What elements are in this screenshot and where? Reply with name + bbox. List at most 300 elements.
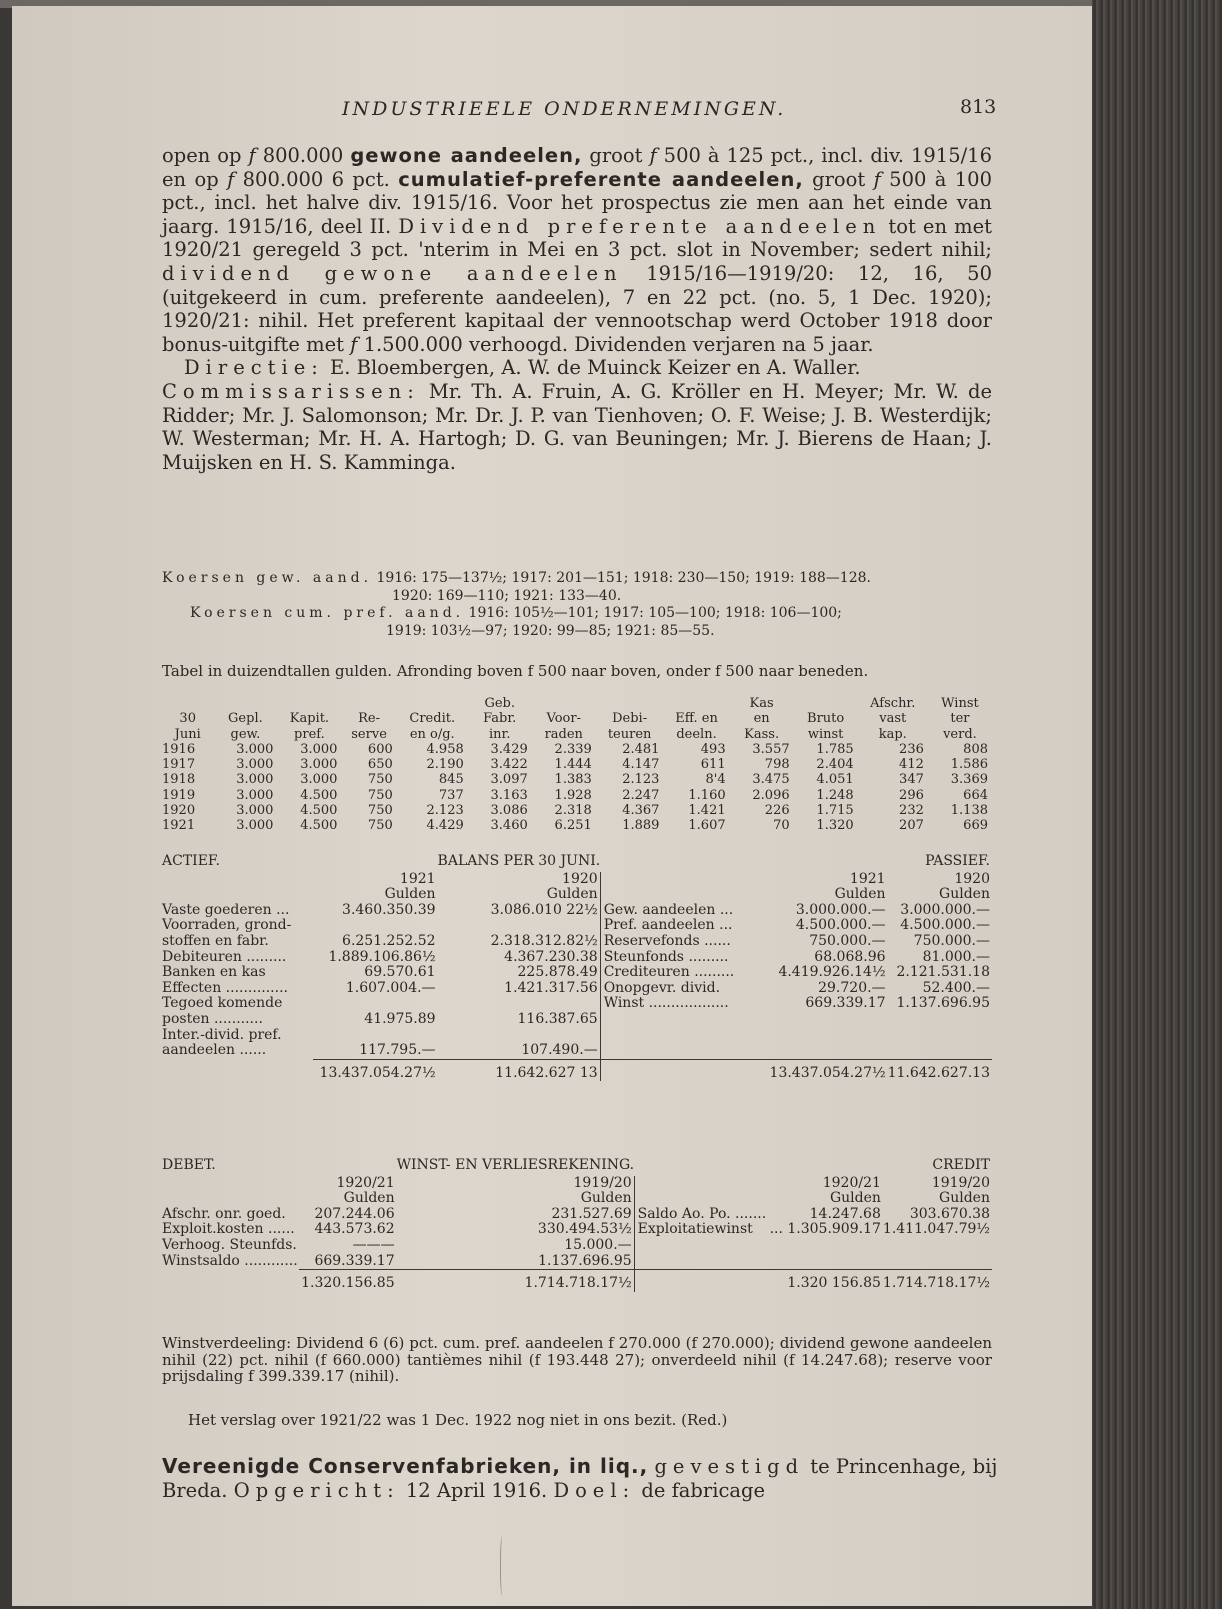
amount bbox=[438, 996, 601, 1012]
section-title-row bbox=[162, 1158, 992, 1176]
total-row bbox=[162, 1059, 992, 1081]
amount bbox=[883, 1238, 992, 1254]
amount: 117.795.— bbox=[359, 1042, 436, 1059]
table-row bbox=[162, 981, 992, 997]
spacer bbox=[162, 1270, 299, 1292]
amount: 225.878.49 bbox=[517, 964, 598, 981]
column-header bbox=[277, 696, 341, 711]
table-cell: 4.051 bbox=[816, 772, 854, 788]
total-row bbox=[162, 1270, 992, 1292]
amount bbox=[438, 918, 601, 934]
spacer bbox=[600, 854, 769, 872]
item-label: Gew. aandeelen ... bbox=[600, 903, 769, 919]
spacer bbox=[634, 1270, 769, 1292]
table-cell: 3.429 bbox=[490, 741, 528, 757]
amount: 1.889.106.86½ bbox=[328, 948, 436, 965]
amount: 15.000.— bbox=[564, 1236, 632, 1253]
column-header: Bruto bbox=[807, 711, 845, 727]
column-header bbox=[596, 696, 664, 711]
next-company-entry: Vereenigde Conservenfabrieken, in liq., gevestigd te Princenhage, bij Breda. Opgericht: 12 April 1916. Doel: de fabricage bbox=[162, 1454, 998, 1502]
amount bbox=[770, 1043, 888, 1059]
year-header: 1920 bbox=[562, 870, 598, 887]
total-amount: 1.320.156.85 bbox=[299, 1270, 396, 1292]
column-header: Winst bbox=[941, 696, 979, 711]
total-amount: 13.437.054.27½ bbox=[313, 1059, 437, 1081]
center-title: BALANS PER 30 JUNI. bbox=[437, 853, 601, 869]
table-cell: 2.481 bbox=[622, 741, 660, 757]
column-header: raden bbox=[544, 726, 583, 742]
table-cell: 4.367 bbox=[622, 803, 660, 819]
amount: ——— bbox=[352, 1236, 395, 1253]
financial-summary-table bbox=[162, 696, 992, 834]
table-note: Tabel in duizendtallen gulden. Afronding boven f 500 naar boven, onder f 500 naar beneden. bbox=[162, 662, 869, 680]
table-row bbox=[162, 918, 992, 934]
table-cell: 4.429 bbox=[426, 818, 464, 834]
unit-header: Gulden bbox=[939, 1190, 990, 1207]
total-amount: 1.714.718.17½ bbox=[397, 1270, 635, 1292]
table-cell: 750 bbox=[367, 772, 393, 788]
amount: 116.387.65 bbox=[517, 1010, 598, 1027]
table-cell: 1.248 bbox=[816, 787, 854, 803]
table-cell: 3.000 bbox=[300, 772, 338, 788]
report-note: Het verslag over 1921/22 was 1 Dec. 1922 nog niet in ons bezit. (Red.) bbox=[188, 1411, 728, 1429]
table-cell: 6.251 bbox=[554, 818, 592, 834]
spacer bbox=[600, 872, 769, 888]
running-title: INDUSTRIEELE ONDERNEMINGEN. bbox=[342, 98, 787, 120]
amount: 2.121.531.18 bbox=[896, 964, 990, 981]
amount: 1.607.004.— bbox=[345, 979, 436, 996]
table-cell: 296 bbox=[899, 787, 924, 803]
spacer bbox=[600, 887, 769, 903]
unit-header: Gulden bbox=[829, 1190, 881, 1207]
year-cell: 1917 bbox=[162, 757, 196, 773]
amount bbox=[313, 1028, 437, 1044]
bold-cumulatief-preferente: cumulatief-preferente aandeelen, bbox=[398, 167, 804, 191]
table-row bbox=[162, 757, 992, 772]
amount: 4.367.230.38 bbox=[504, 948, 598, 965]
column-header: Re- bbox=[358, 711, 381, 727]
amount: 4.419.926.14½ bbox=[778, 964, 886, 981]
table-cell: 3.000 bbox=[236, 803, 274, 819]
table-cell: 1.715 bbox=[816, 803, 854, 819]
table-row bbox=[162, 1254, 992, 1270]
unit-header: Gulden bbox=[580, 1190, 632, 1207]
right-title: PASSIEF. bbox=[925, 853, 990, 869]
left-title: ACTIEF. bbox=[162, 853, 220, 869]
unit-header: Gulden bbox=[343, 1190, 395, 1207]
unit-header: Gulden bbox=[834, 886, 886, 903]
column-header bbox=[341, 696, 396, 711]
item-label: Exploitatiewinst bbox=[634, 1222, 769, 1238]
table-cell: 1.928 bbox=[554, 787, 592, 803]
table-cell: 3.000 bbox=[300, 757, 338, 773]
column-header: kap. bbox=[878, 726, 907, 742]
table-cell: 3.000 bbox=[236, 757, 274, 773]
unit-row bbox=[162, 887, 992, 903]
table-cell: 3.475 bbox=[752, 772, 790, 788]
item-label: Saldo Ao. Po. ....... bbox=[634, 1207, 769, 1223]
table-cell: 845 bbox=[438, 772, 464, 788]
item-label: Pref. aandeelen ... bbox=[600, 918, 769, 934]
amount: 4.500.000.— bbox=[900, 917, 990, 934]
amount: 3.000.000.— bbox=[795, 901, 886, 918]
company-description bbox=[162, 144, 992, 474]
column-header: Kas bbox=[749, 696, 774, 711]
year-header: 1920/21 bbox=[336, 1174, 395, 1191]
amount: 52.400.— bbox=[922, 979, 990, 996]
table-cell: 412 bbox=[899, 757, 924, 773]
amount bbox=[438, 1028, 601, 1044]
amount: 669.339.17 bbox=[805, 995, 886, 1012]
item-label: posten ........... bbox=[162, 1010, 263, 1027]
spacer bbox=[600, 1059, 769, 1081]
table-cell: 232 bbox=[899, 803, 924, 819]
table-cell: 70 bbox=[773, 818, 790, 834]
book-page bbox=[12, 6, 1092, 1606]
table-cell: 3.422 bbox=[490, 757, 528, 773]
column-header: verd. bbox=[943, 726, 977, 742]
table-header-row bbox=[162, 711, 992, 726]
unit-header: Gulden bbox=[384, 886, 436, 903]
table-cell: 4.147 bbox=[622, 757, 660, 773]
spacer bbox=[770, 1158, 883, 1176]
table-row bbox=[162, 950, 992, 966]
column-header bbox=[532, 696, 596, 711]
amount: ... 1.305.909.17 bbox=[769, 1221, 881, 1238]
column-header: Kass. bbox=[744, 726, 780, 742]
table-cell: 750 bbox=[367, 818, 393, 834]
total-amount: 11.642.627.13 bbox=[888, 1059, 992, 1081]
table-cell: 4.500 bbox=[300, 803, 338, 819]
table-cell: 1.421 bbox=[688, 803, 726, 819]
year-cell: 1921 bbox=[162, 818, 196, 834]
column-header: Fabr. bbox=[483, 711, 517, 727]
book-spine bbox=[1092, 0, 1222, 1609]
table-cell: 1.607 bbox=[688, 818, 726, 834]
item-label bbox=[600, 1043, 769, 1059]
amount bbox=[888, 1028, 992, 1044]
table-cell: 650 bbox=[367, 757, 393, 773]
item-label bbox=[634, 1254, 769, 1270]
column-header: Afschr. bbox=[870, 696, 916, 711]
column-header: winst bbox=[807, 726, 844, 742]
column-header: serve bbox=[351, 726, 387, 742]
item-label: aandeelen ...... bbox=[162, 1042, 267, 1059]
balance-sheet bbox=[162, 854, 992, 1081]
column-header: en o/g. bbox=[409, 726, 455, 742]
table-row bbox=[162, 903, 992, 919]
year-cell: 1918 bbox=[162, 772, 196, 788]
page-number: 813 bbox=[960, 96, 997, 118]
amount bbox=[313, 996, 437, 1012]
table-cell: 2.404 bbox=[816, 757, 854, 773]
year-header: 1921 bbox=[399, 870, 436, 887]
year-row bbox=[162, 1176, 992, 1192]
column-header: deeln. bbox=[676, 726, 717, 742]
amount: 68.068.96 bbox=[814, 948, 886, 965]
spacer bbox=[162, 1191, 299, 1207]
item-label: Exploit.kosten ...... bbox=[162, 1221, 295, 1238]
amount: 443.573.62 bbox=[314, 1221, 395, 1238]
table-cell: 798 bbox=[764, 757, 790, 773]
amount: 14.247.68 bbox=[809, 1205, 881, 1222]
unit-header: Gulden bbox=[546, 886, 598, 903]
table-row bbox=[162, 772, 992, 787]
table-header-row bbox=[162, 727, 992, 742]
amount bbox=[770, 1238, 883, 1254]
table-cell: 4.958 bbox=[426, 741, 464, 757]
table-cell: 808 bbox=[963, 741, 988, 757]
table-row bbox=[162, 803, 992, 818]
column-header: Debi- bbox=[612, 711, 648, 727]
item-label: Afschr. onr. goed. bbox=[162, 1205, 286, 1222]
amount bbox=[883, 1254, 992, 1270]
table-cell: 2.190 bbox=[426, 757, 464, 773]
table-cell: 611 bbox=[700, 757, 726, 773]
column-header: teuren bbox=[607, 726, 652, 742]
amount: 750.000.— bbox=[809, 932, 886, 949]
spacer bbox=[162, 872, 313, 888]
center-title: WINST- EN VERLIESREKENING. bbox=[396, 1157, 635, 1173]
profit-distribution: Winstverdeeling: Dividend 6 (6) pct. cum. pref. aandeelen f 270.000 (f 270.000); dividend gewone aandeelen nihil (22) pct. nihil (f 660.000) tantièmes nihil (f 193.448 27); onverdeeld nihil (f 14.247.68); reserve voor prijsdaling f 399.339.17 (nihil). bbox=[162, 1334, 992, 1386]
spacer bbox=[634, 1158, 769, 1176]
year-header: 1919/20 bbox=[931, 1174, 990, 1191]
item-label: Voorraden, grond- bbox=[162, 917, 292, 934]
column-header: gew. bbox=[230, 726, 261, 742]
table-row bbox=[162, 1028, 992, 1044]
table-row bbox=[162, 1222, 992, 1238]
amount bbox=[770, 1012, 888, 1028]
table-cell: 669 bbox=[963, 818, 988, 834]
table-cell: 3.000 bbox=[236, 772, 274, 788]
column-header: pref. bbox=[294, 726, 325, 742]
item-label: stoffen en fabr. bbox=[162, 932, 269, 949]
item-label: Debiteuren ......... bbox=[162, 948, 287, 965]
unit-header: Gulden bbox=[939, 886, 990, 903]
amount bbox=[770, 1254, 883, 1270]
item-label bbox=[600, 1028, 769, 1044]
amount bbox=[770, 1028, 888, 1044]
amount bbox=[888, 1012, 992, 1028]
table-cell: 3.163 bbox=[490, 787, 528, 803]
table-cell: 750 bbox=[367, 787, 393, 803]
dividend-paragraph: open op f 800.000 gewone aandeelen, groot f 500 à 125 pct., incl. div. 1915/16 en op f 800.000 6 pct. cumulatief-preferente aandeelen, groot f 500 à 100 pct., incl. het halve div. 1915/16. Voor het prospectus zie men aan het einde van jaarg. 1915/16, deel II. Dividend preferente aandeelen tot en met 1920/21 geregeld 3 pct. 'nterim in Mei en 3 pct. slot in November; sedert nihil; dividend gewone aandeelen 1915/16—1919/20: 12, 16, 50 (uitgekeerd in cum. preferente aandeelen), 7 en 22 pct. (no. 5, 1 Dec. 1920); 1920/21: nihil. Het preferent kapitaal der vennootschap werd October 1918 door bonus-uitgifte met f 1.500.000 verhoogd. Dividenden verjaren na 5 jaar. bbox=[162, 144, 992, 356]
total-amount: 11.642.627 13 bbox=[438, 1059, 601, 1081]
amount: 330.494.53½ bbox=[537, 1221, 632, 1238]
item-label bbox=[634, 1238, 769, 1254]
table-row bbox=[162, 996, 992, 1012]
column-header bbox=[397, 696, 468, 711]
table-row bbox=[162, 1043, 992, 1059]
year-header: 1920/21 bbox=[822, 1174, 881, 1191]
total-amount: 1.320 156.85 bbox=[770, 1270, 883, 1292]
year-cell: 1919 bbox=[162, 787, 196, 803]
table-cell: 1.138 bbox=[950, 803, 988, 819]
table-cell: 3.000 bbox=[236, 787, 274, 803]
column-header bbox=[794, 696, 858, 711]
column-header: inr. bbox=[489, 726, 511, 742]
spacer bbox=[313, 854, 437, 872]
spacer bbox=[162, 1176, 299, 1192]
table-row bbox=[162, 1238, 992, 1254]
table-row bbox=[162, 818, 992, 833]
table-cell: 236 bbox=[899, 741, 924, 757]
total-amount: 1.714.718.17½ bbox=[883, 1270, 992, 1292]
share-quotes: Koersen gew. aand. 1916: 175—137½; 1917: 201—151; 1918: 230—150; 1919: 188—128. 1920: 169—110; 1921: 133—40. Koersen cum. pref. aand. 1916: 105½—101; 1917: 105—100; 1918: 106—100; 1919: 103½—97; 1920: 99—85; 1921: 85—55. bbox=[162, 570, 871, 639]
amount: 107.490.— bbox=[521, 1042, 598, 1059]
amount: 2.318.312.82½ bbox=[490, 932, 598, 949]
amount bbox=[313, 918, 437, 934]
table-cell: 493 bbox=[700, 741, 726, 757]
company-name: Vereenigde Conservenfabrieken, in liq., bbox=[162, 1454, 649, 1478]
table-row bbox=[162, 934, 992, 950]
amount: 29.720.— bbox=[818, 979, 886, 996]
table-cell: 1.160 bbox=[688, 787, 726, 803]
table-row bbox=[162, 965, 992, 981]
table-cell: 2.318 bbox=[554, 803, 592, 819]
table-cell: 737 bbox=[438, 787, 464, 803]
bold-gewone-aandeelen: gewone aandeelen, bbox=[350, 144, 583, 167]
table-cell: 600 bbox=[367, 741, 393, 757]
page-header bbox=[12, 94, 1092, 122]
amount: 3.086.010 22½ bbox=[490, 901, 598, 918]
year-header: 1919/20 bbox=[573, 1174, 632, 1191]
column-header: Geb. bbox=[484, 696, 516, 711]
total-amount: 13.437.054.27½ bbox=[770, 1059, 888, 1081]
item-label: Tegoed komende bbox=[162, 995, 283, 1012]
spacer bbox=[770, 854, 888, 872]
table-cell: 4.500 bbox=[300, 818, 338, 834]
table-cell: 2.247 bbox=[622, 787, 660, 803]
table-cell: 347 bbox=[899, 772, 924, 788]
spacer bbox=[162, 887, 313, 903]
spacer bbox=[634, 1176, 769, 1192]
year-cell: 1916 bbox=[162, 741, 196, 757]
column-header bbox=[663, 696, 729, 711]
amount bbox=[888, 1043, 992, 1059]
table-cell: 207 bbox=[899, 818, 924, 834]
table-cell: 3.460 bbox=[490, 818, 528, 834]
left-title: DEBET. bbox=[162, 1157, 216, 1173]
amount: 750.000.— bbox=[913, 932, 990, 949]
amount: 3.460.350.39 bbox=[342, 901, 436, 918]
table-cell: 3.557 bbox=[752, 741, 790, 757]
table-cell: 1.889 bbox=[622, 818, 660, 834]
commissarissen-paragraph: Commissarissen: Mr. Th. A. Fruin, A. G. Kröller en H. Meyer; Mr. W. de Ridder; Mr. J. Salomonson; Mr. Dr. J. P. van Tienhoven; O. F. Weise; J. B. Westerdijk; W. Westerman; Mr. H. A. Hartogh; D. G. van Beuningen; Mr. J. Bierens de Haan; J. Muijsken en H. S. Kamminga. bbox=[162, 379, 992, 474]
column-header: Kapit. bbox=[289, 711, 330, 727]
amount: 81.000.— bbox=[922, 948, 990, 965]
column-header: Credit. bbox=[409, 711, 456, 727]
table-cell: 4.500 bbox=[300, 787, 338, 803]
year-header: 1921 bbox=[849, 870, 886, 887]
table-row bbox=[162, 788, 992, 803]
spacer bbox=[634, 1191, 769, 1207]
table-cell: 2.123 bbox=[426, 803, 464, 819]
table-row bbox=[162, 742, 992, 757]
table-cell: 2.096 bbox=[752, 787, 790, 803]
amount: 6.251.252.52 bbox=[342, 932, 436, 949]
amount: 4.500.000.— bbox=[795, 917, 886, 934]
profit-loss-account bbox=[162, 1158, 992, 1292]
amount: 207.244.06 bbox=[314, 1205, 395, 1222]
table-cell: 3.086 bbox=[490, 803, 528, 819]
item-label: Effecten .............. bbox=[162, 979, 288, 996]
column-header: Voor- bbox=[546, 711, 581, 727]
table-cell: 3.000 bbox=[236, 818, 274, 834]
table-cell: 750 bbox=[367, 803, 393, 819]
column-header: ter bbox=[950, 711, 970, 727]
amount: 69.570.61 bbox=[364, 964, 436, 981]
item-label: Steunfonds ......... bbox=[600, 950, 769, 966]
column-header: Gepl. bbox=[228, 711, 263, 727]
item-label: Verhoog. Steunfds. bbox=[162, 1236, 297, 1253]
amount: 1.411.047.79½ bbox=[882, 1221, 990, 1238]
item-label: Winst .................. bbox=[600, 996, 769, 1012]
year-cell: 1920 bbox=[162, 803, 196, 819]
table-cell: 226 bbox=[764, 803, 790, 819]
year-row bbox=[162, 872, 992, 888]
column-header: Juni bbox=[174, 726, 201, 742]
column-header bbox=[213, 696, 277, 711]
item-label: Banken en kas bbox=[162, 964, 266, 981]
table-cell: 664 bbox=[963, 787, 988, 803]
directie-paragraph: Directie: E. Bloembergen, A. W. de Muinck Keizer en A. Waller. bbox=[184, 356, 861, 380]
table-cell: 3.097 bbox=[490, 772, 528, 788]
item-label: Vaste goederen ... bbox=[162, 901, 290, 918]
item-label bbox=[600, 1012, 769, 1028]
column-header: Eff. en bbox=[675, 711, 718, 727]
column-header: vast bbox=[879, 711, 907, 727]
table-cell: 1.320 bbox=[816, 818, 854, 834]
year-header: 1920 bbox=[954, 870, 990, 887]
unit-row bbox=[162, 1191, 992, 1207]
right-title: CREDIT bbox=[932, 1157, 990, 1173]
amount: 1.137.696.95 bbox=[538, 1252, 632, 1269]
table-row bbox=[162, 1207, 992, 1223]
table-row bbox=[162, 1012, 992, 1028]
column-header: en bbox=[753, 711, 770, 727]
section-title-row bbox=[162, 854, 992, 872]
item-label: Inter.-divid. pref. bbox=[162, 1026, 282, 1043]
column-header bbox=[162, 696, 213, 711]
table-cell: 2.123 bbox=[622, 772, 660, 788]
table-cell: 1.785 bbox=[816, 741, 854, 757]
table-cell: 1.383 bbox=[554, 772, 592, 788]
item-label: Winstsaldo ............ bbox=[162, 1252, 298, 1269]
table-header-row bbox=[162, 696, 992, 711]
amount: 669.339.17 bbox=[314, 1252, 395, 1269]
amount: 231.527.69 bbox=[551, 1205, 632, 1222]
table-cell: 1.444 bbox=[554, 757, 592, 773]
spacer bbox=[299, 1158, 396, 1176]
table-cell: 1.586 bbox=[950, 757, 988, 773]
amount: 1.137.696.95 bbox=[896, 995, 990, 1012]
pencil-mark bbox=[500, 1536, 506, 1596]
item-label: Crediteuren ......... bbox=[600, 965, 769, 981]
table-cell: 3.000 bbox=[300, 741, 338, 757]
table-cell: 8'4 bbox=[705, 772, 726, 788]
column-header: 30 bbox=[179, 711, 196, 727]
amount: 3.000.000.— bbox=[900, 901, 990, 918]
amount: 1.421.317.56 bbox=[504, 979, 598, 996]
item-label: Onopgevr. divid. bbox=[600, 981, 769, 997]
amount: 41.975.89 bbox=[364, 1010, 436, 1027]
amount: 303.670.38 bbox=[909, 1205, 990, 1222]
table-cell: 2.339 bbox=[554, 741, 592, 757]
item-label: Reservefonds ...... bbox=[600, 934, 769, 950]
spacer bbox=[162, 1059, 313, 1081]
table-cell: 3.000 bbox=[236, 741, 274, 757]
